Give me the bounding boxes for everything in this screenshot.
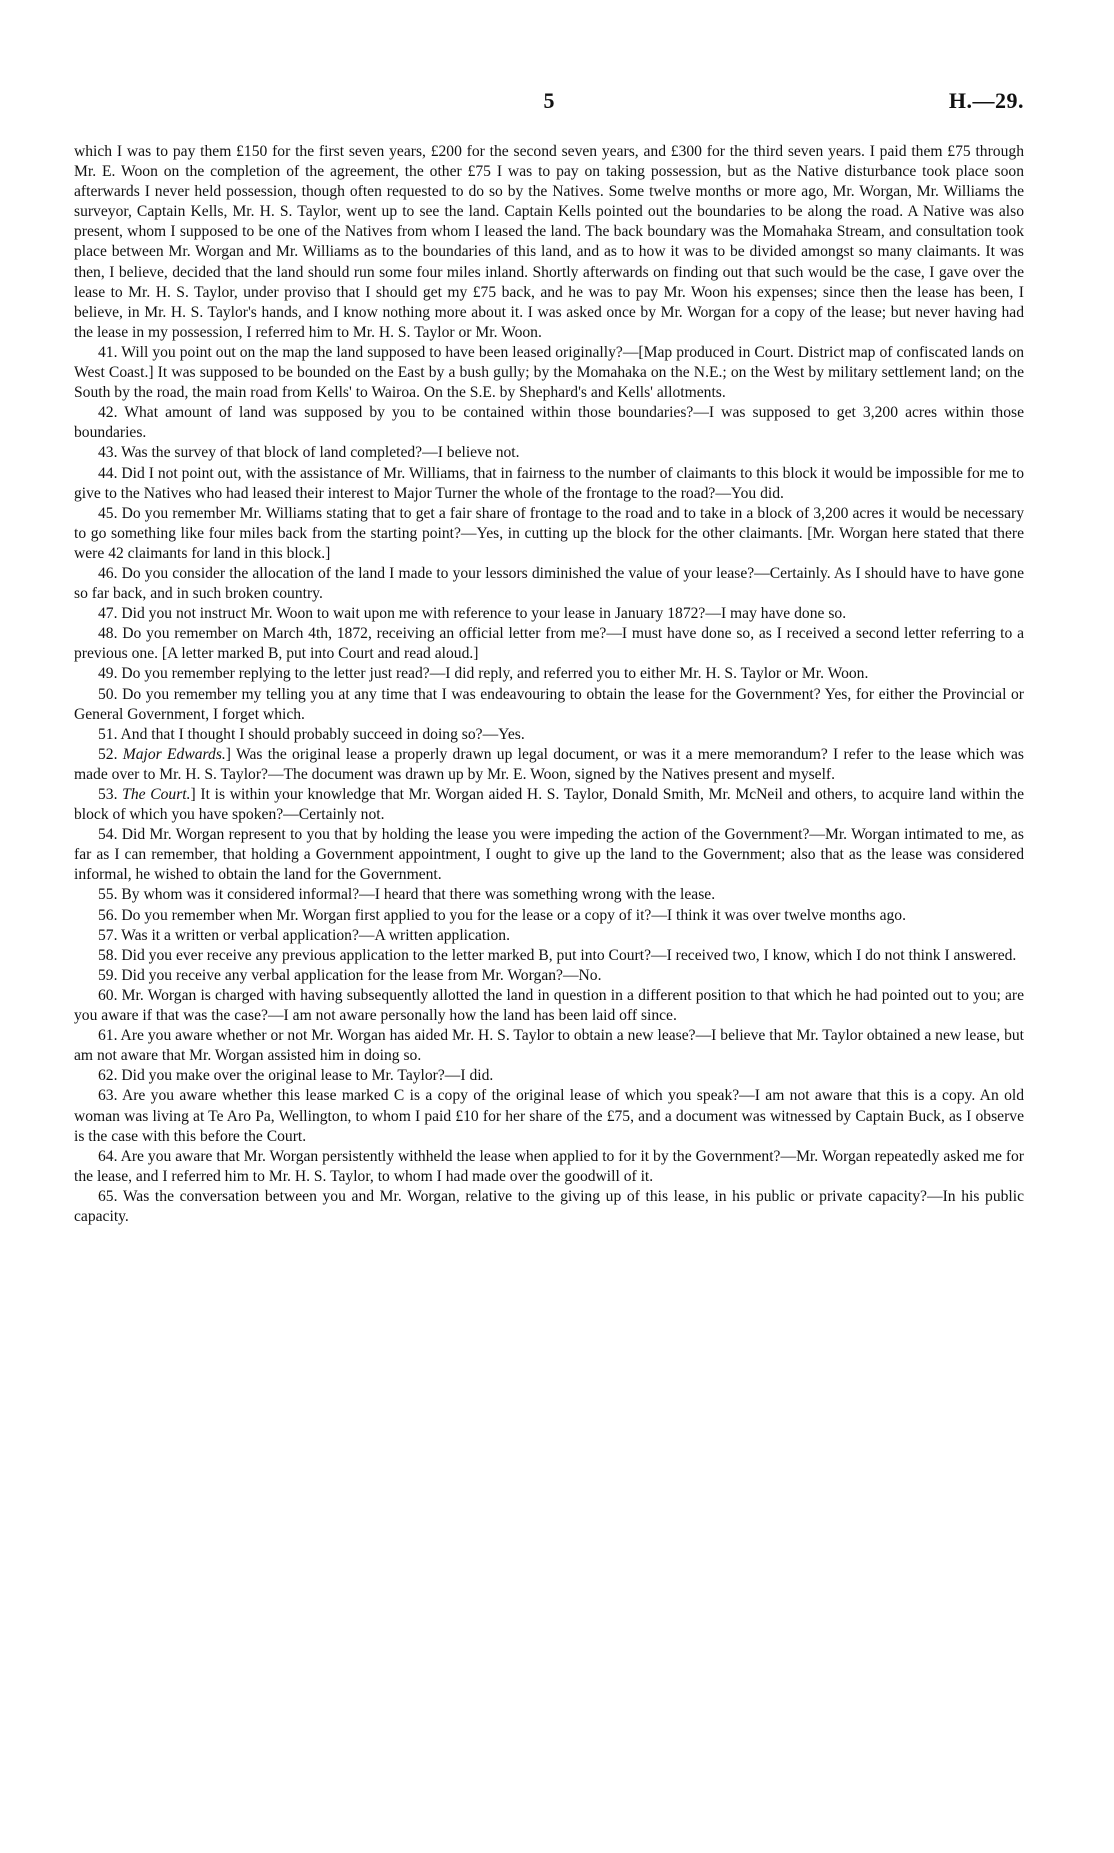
question-text: 41. Will you point out on the map the land supposed to have been leased originally?—[Map produced in Court. District map of confiscated lands on West Coast.] It was supposed to be bounded on the East by a bush gully; by the Momahaka on the N.E.; on the West by military settlement land; on the South by the road, the main road from Kells' to Wairoa. On the S.E. by Shephard's and Kells' allotments. (74, 343, 1024, 402)
question-text-continued: ] It is within your knowledge that Mr. Worgan aided H. S. Taylor, Donald Smith, Mr. McNeil and others, to acquire land within the block of which you have spoken?—Certainly not. (74, 786, 1024, 824)
question-text: 54. Did Mr. Worgan represent to you that by holding the lease you were impeding the action of the Government?—Mr. Worgan intimated to me, as far as I can remember, that holding a Government appointment, I ought to give up the land to the Government; also that as the lease was considered informal, he wished to obtain the land for the Government. (74, 826, 1024, 884)
question-text: 48. Do you remember on March 4th, 1872, receiving an official letter from me?—I must have done so, as I received a second letter referring to a previous one. [A letter marked B, put into Court and read aloud.] (74, 625, 1024, 663)
question-paragraph (74, 403, 1024, 443)
question-paragraph (74, 624, 1024, 664)
question-paragraph (74, 685, 1024, 725)
question-paragraph (74, 885, 1024, 905)
question-text: 65. Was the conversation between you and Mr. Worgan, relative to the giving up of this lease, in his public or private capacity?—In his public capacity. (74, 1187, 1024, 1225)
question-paragraph (74, 1086, 1024, 1146)
question-text: 52. (98, 745, 123, 763)
question-paragraph (74, 926, 1024, 946)
question-text: 50. Do you remember my telling you at any time that I was endeavouring to obtain the lease for the Government? Yes, for either the Provincial or General Government, I forget which. (74, 685, 1024, 723)
question-text: 61. Are you aware whether or not Mr. Worgan has aided Mr. H. S. Taylor to obtain a new lease?—I believe that Mr. Taylor obtained a new lease, but am not aware that Mr. Worgan assisted him in doing so. (74, 1027, 1024, 1065)
document-reference: H.—29. (948, 88, 1024, 113)
question-text: 47. Did you not instruct Mr. Woon to wait upon me with reference to your lease in January 1872?—I may have done so. (98, 605, 847, 623)
question-paragraph (74, 443, 1024, 463)
question-text: 60. Mr. Worgan is charged with having subsequently allotted the land in question in a different position to that which he had pointed out to you; are you aware if that was the case?—I am not aware personally how the land has been laid off since. (74, 986, 1024, 1025)
question-paragraph (74, 946, 1024, 966)
question-paragraph (74, 1026, 1024, 1066)
question-text: 58. Did you ever receive any previous application to the letter marked B, put into Court?—I received two, I know, which I do not think I answered. (98, 946, 1017, 964)
question-text: 53. (98, 786, 123, 803)
question-text: 62. Did you make over the original lease to Mr. Taylor?—I did. (98, 1067, 494, 1085)
question-text: 64. Are you aware that Mr. Worgan persistently withheld the lease when applied to for it by the Government?—Mr. Worgan repeatedly asked me for the lease, and I referred him to Mr. H. S. Taylor, to whom I had made over the goodwill of it. (74, 1147, 1024, 1185)
page-number: 5 (543, 88, 555, 113)
question-text: 59. Did you receive any verbal application for the lease from Mr. Worgan?—No. (98, 966, 602, 984)
question-text: 43. Was the survey of that block of land completed?—I believe not. (98, 444, 520, 462)
question-paragraph (74, 725, 1024, 745)
question-paragraph (74, 1187, 1024, 1227)
question-paragraph (74, 825, 1024, 885)
document-body (74, 142, 1024, 1227)
question-paragraph (74, 785, 1024, 825)
page-header (74, 88, 1024, 118)
question-text: 51. And that I thought I should probably succeed in doing so?—Yes. (98, 725, 525, 743)
question-list (74, 343, 1024, 1227)
speaker-name: The Court. (122, 786, 191, 803)
question-paragraph (74, 1147, 1024, 1187)
question-text: 55. By whom was it considered informal?—I heard that there was something wrong with the lease. (98, 886, 716, 904)
question-paragraph (74, 504, 1024, 564)
question-paragraph (74, 986, 1024, 1026)
question-paragraph (74, 906, 1024, 926)
question-paragraph (74, 1066, 1024, 1086)
question-text: 44. Did I not point out, with the assistance of Mr. Williams, that in fairness to the number of claimants to this block it would be impossible for me to give to the Natives who had leased their interest to Major Turner the whole of the frontage to the road?—You did. (74, 464, 1024, 502)
question-paragraph (74, 664, 1024, 684)
question-paragraph (74, 745, 1024, 785)
question-text: 46. Do you consider the allocation of the land I made to your lessors diminished the value of your lease?—Certainly. As I should have to have gone so far back, and in such broken country. (74, 564, 1024, 603)
question-paragraph (74, 564, 1024, 604)
opening-paragraph: which I was to pay them £150 for the first seven years, £200 for the second seven years, and £300 for the third seven years. I paid them £75 through Mr. E. Woon on the completion of the agreement, the other £75 I was to pay on taking possession, but as the Native disturbance took place soon afterwards I never held possession, though often requested to do so by the Natives. Some twelve months or more ago, Mr. Worgan, Mr. Williams the surveyor, Captain Kells, Mr. H. S. Taylor, went up to see the land. Captain Kells pointed out the boundaries to be along the road. A Native was also present, whom I supposed to be one of the Natives from whom I leased the land. The back boundary was the Momahaka Stream, and consultation took place between Mr. Worgan and Mr. Williams as to the boundaries of this land, and as to how it was to be divided amongst so many claimants. It was then, I believe, decided that the land should run some four miles inland. Shortly afterwards on finding out that such would be the case, I gave over the lease to Mr. H. S. Taylor, under proviso that I should get my £75 back, and he was to pay Mr. Woon his expenses; since then the lease has been, I believe, in Mr. H. S. Taylor's hands, and I know nothing more about it. I was asked once by Mr. Worgan for a copy of the lease; but never having had the lease in my possession, I referred him to Mr. H. S. Taylor or Mr. Woon. (74, 143, 1024, 341)
question-paragraph (74, 604, 1024, 624)
question-paragraph (74, 343, 1024, 403)
question-text: 49. Do you remember replying to the letter just read?—I did reply, and referred you to either Mr. H. S. Taylor or Mr. Woon. (98, 665, 869, 683)
question-text: 56. Do you remember when Mr. Worgan first applied to you for the lease or a copy of it?—I think it was over twelve months ago. (98, 906, 906, 924)
question-text-continued: ] Was the original lease a properly drawn up legal document, or was it a mere memorandum? I refer to the lease which was made over to Mr. H. S. Taylor?—The document was drawn up by Mr. E. Woon, signed by the Natives present and myself. (74, 745, 1024, 783)
question-text: 63. Are you aware whether this lease marked C is a copy of the original lease of which you speak?—I am not aware that this is a copy. An old woman was living at Te Aro Pa, Wellington, to whom I paid £10 for her share of the £75, and a document was witnessed by Captain Buck, as I observe is the case with this before the Court. (74, 1087, 1024, 1145)
question-paragraph (74, 464, 1024, 504)
question-text: 42. What amount of land was supposed by you to be contained within those boundaries?—I was supposed to get 3,200 acres within those boundaries. (74, 404, 1024, 442)
question-text: 57. Was it a written or verbal application?—A written application. (98, 926, 511, 944)
question-text: 45. Do you remember Mr. Williams stating that to get a fair share of frontage to the road and to take in a block of 3,200 acres it would be necessary to go something like four miles back from the starting point?—Yes, in cutting up the block for the other claimants. [Mr. Worgan here stated that there were 42 claimants for land in this block.] (74, 504, 1024, 562)
question-paragraph (74, 966, 1024, 986)
speaker-name: Major Edwards. (122, 745, 226, 763)
